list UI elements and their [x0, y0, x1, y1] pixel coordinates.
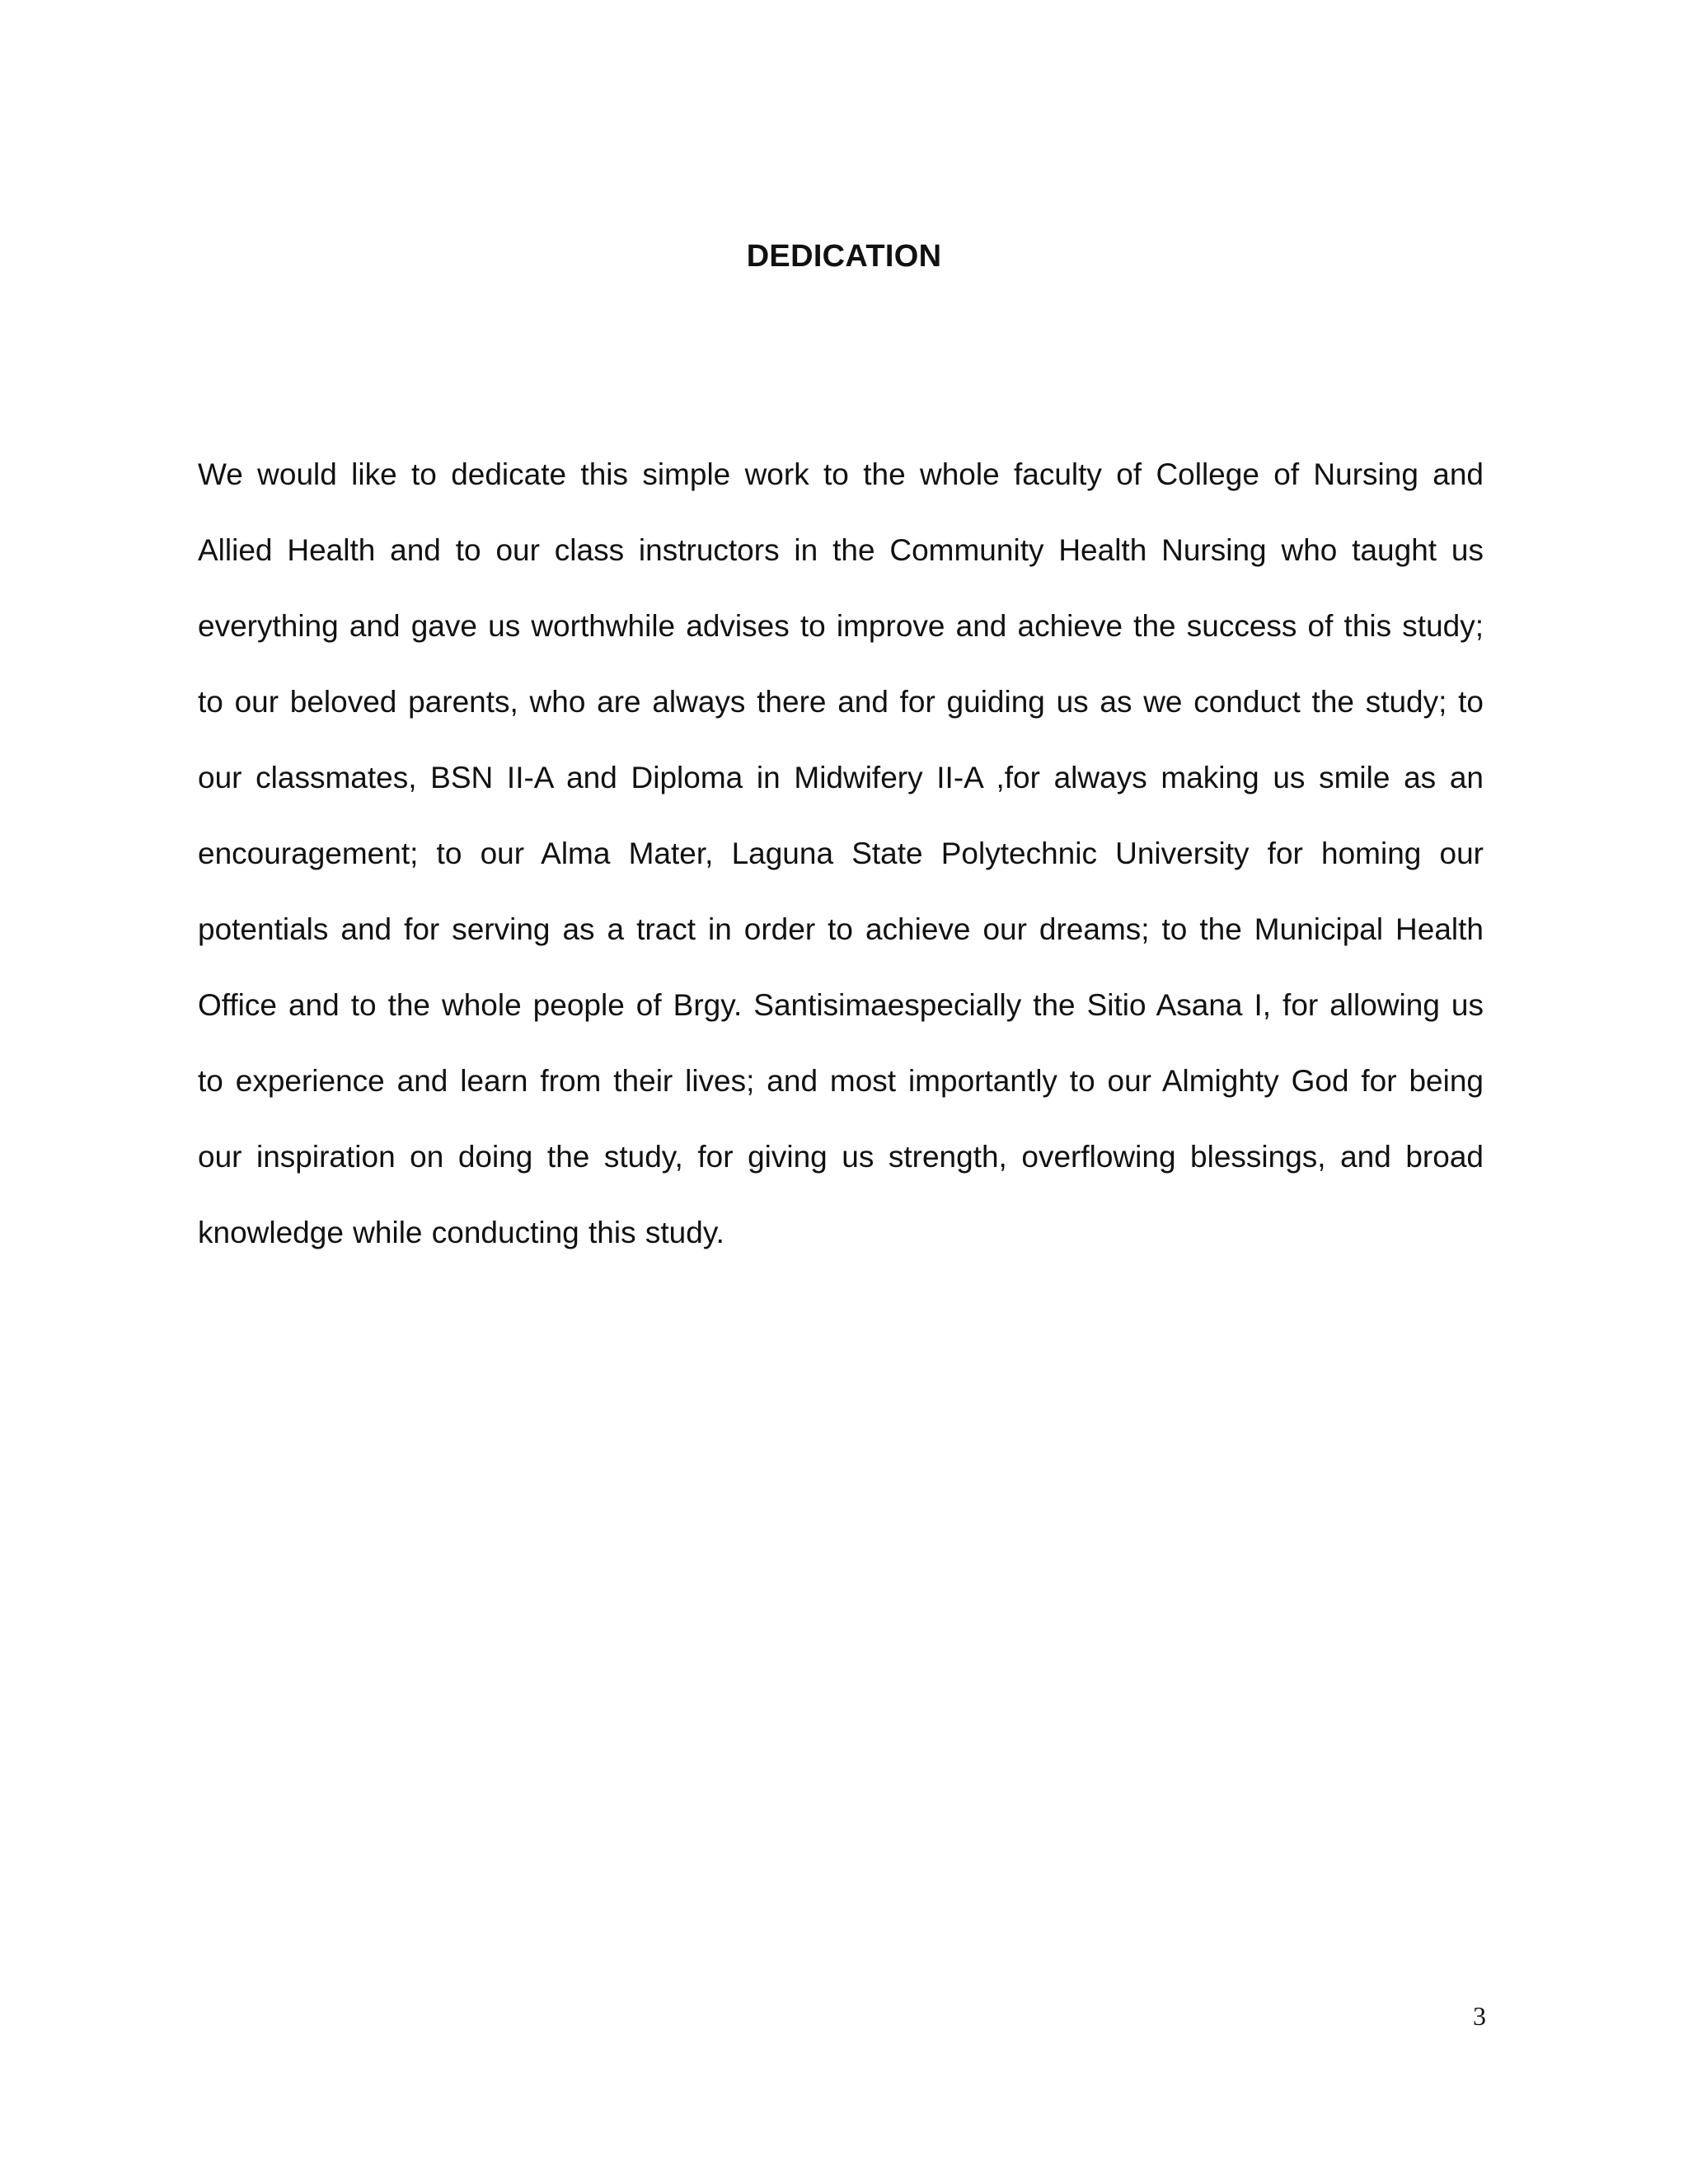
page-number: 3	[1473, 2001, 1486, 2031]
page-title: DEDICATION	[746, 239, 942, 274]
dedication-paragraph: We would like to dedicate this simple work to the whole faculty of College of Nursing and Allied Health and to our class instructors in the Community Health Nursing who taught us everything and gave us worthwhile advises to improve and achieve the success of this study; to our beloved parents, who are always there and for guiding us as we conduct the study; to our classmates, BSN II-A and Diploma in Midwifery II-A ,for always making us smile as an encouragement; to our Alma Mater, Laguna State Polytechnic University for homing our potentials and for serving as a tract in order to achieve our dreams; to the Municipal Health Office and to the whole people of Brgy. Santisimaespecially the Sitio Asana I, for allowing us to experience and learn from their lives; and most importantly to our Almighty God for being our inspiration on doing the study, for giving us strength, overflowing blessings, and broad knowledge while conducting this study.	[198, 457, 1484, 1249]
